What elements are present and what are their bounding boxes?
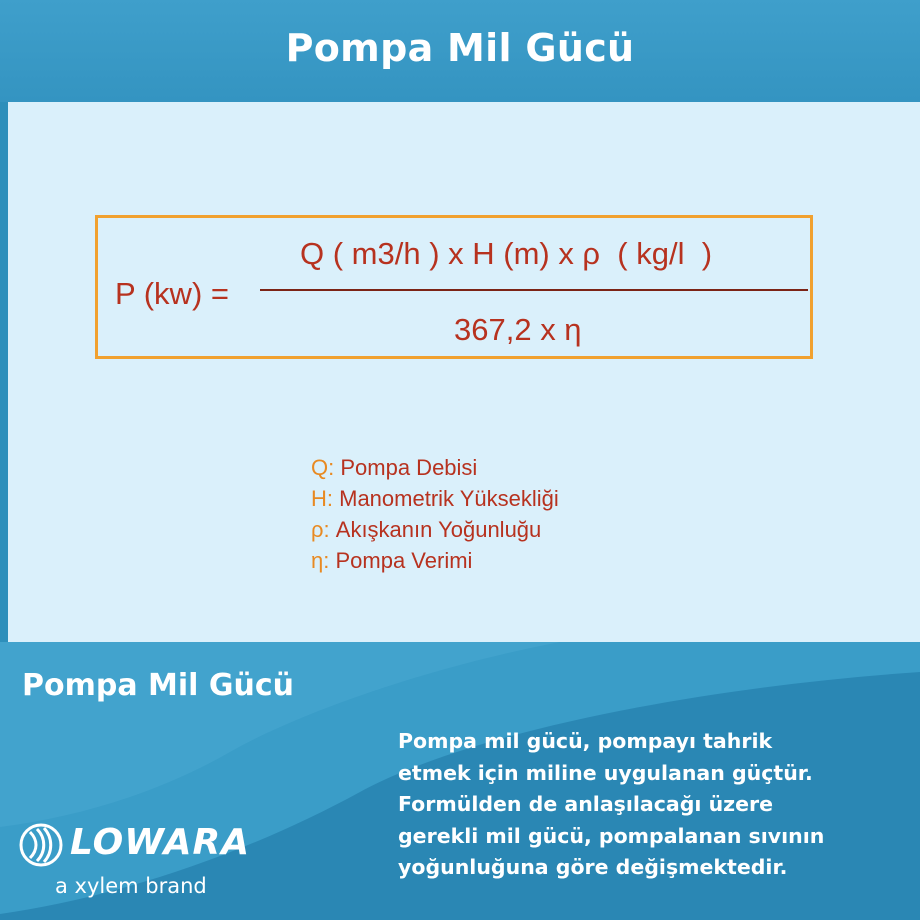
description-line: etmek için miline uygulanan güçtür.: [398, 760, 813, 785]
brand-tagline: a xylem brand: [55, 874, 207, 898]
legend-symbol: Q:: [311, 455, 335, 480]
formula-denominator: 367,2 x η: [454, 312, 582, 347]
legend-label: Pompa Verimi: [335, 548, 473, 573]
formula-numerator: Q ( m3/h ) x H (m) x ρ ( kg/l ): [300, 236, 713, 271]
legend-item: [311, 454, 559, 485]
formula-panel: [8, 102, 920, 642]
description-line: Pompa mil gücü, pompayı tahrik: [398, 729, 773, 753]
legend-item: [311, 547, 559, 578]
fraction-line: [260, 289, 808, 291]
legend-symbol: η:: [311, 548, 330, 573]
description: [398, 726, 898, 884]
brand-logo: LOWARA: [70, 822, 251, 863]
legend-symbol: ρ:: [311, 517, 330, 542]
legend-label: Akışkanın Yoğunluğu: [335, 517, 542, 542]
legend-label: Pompa Debisi: [340, 455, 478, 480]
legend-item: [311, 516, 559, 547]
description-line: gerekli mil gücü, pompalanan sıvının: [398, 823, 825, 848]
page-title: Pompa Mil Gücü: [285, 26, 635, 70]
legend-label: Manometrik Yüksekliği: [339, 486, 559, 511]
legend-item: [311, 485, 559, 516]
formula-lhs: P (kw) =: [115, 276, 229, 311]
variable-legend: [311, 454, 559, 578]
lowara-swirl-icon: [18, 822, 64, 868]
description-line: yoğunluğuna göre değişmektedir.: [398, 855, 788, 879]
description-line: Formülden de anlaşılacağı üzere: [398, 792, 774, 816]
section-title: Pompa Mil Gücü: [22, 668, 295, 703]
legend-symbol: H:: [311, 486, 333, 511]
